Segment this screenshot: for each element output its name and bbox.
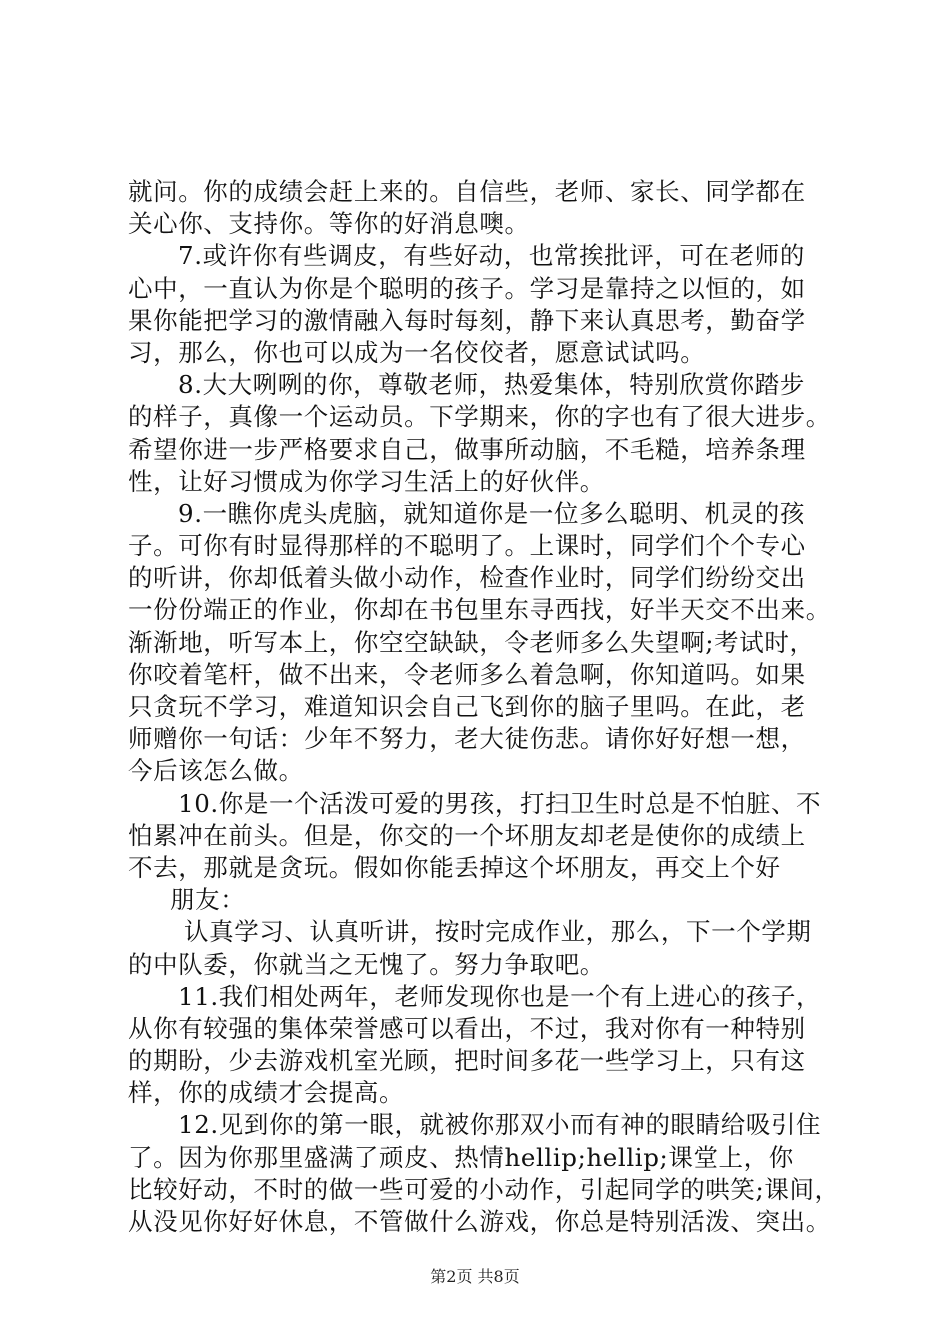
text-line: 了。因为你那里盛满了顽皮、热情hellip;hellip;课堂上，你 — [128, 1142, 794, 1172]
text-line: 就问。你的成绩会赶上来的。自信些，老师、家长、同学都在 — [128, 177, 806, 206]
text-line: 怕累冲在前头。但是，你交的一个坏朋友却老是使你的成绩上 — [128, 820, 806, 850]
text-line: 你咬着笔杆，做不出来，令老师多么着急啊，你知道吗。如果 — [128, 659, 806, 689]
text-line: 不去，那就是贪玩。假如你能丢掉这个坏朋友，再交上个好 — [128, 852, 781, 882]
text-line: 认真学习、认真听讲，按时完成作业，那么，下一个学期 — [184, 917, 812, 947]
text-line: 子。可你有时显得那样的不聪明了。上课时，同学们个个专心 — [128, 531, 806, 561]
text-line: 心中，一直认为你是个聪明的孩子。学习是靠持之以恒的，如 — [128, 273, 806, 303]
text-line: 9.一瞧你虎头虎脑，就知道你是一位多么聪明、机灵的孩 — [178, 498, 805, 528]
text-line: 性，让好习惯成为你学习生活上的好伙伴。 — [128, 466, 605, 496]
text-line: 从你有较强的集体荣誉感可以看出，不过，我对你有一种特别 — [128, 1013, 806, 1043]
text-line: 朋友： — [170, 885, 246, 915]
text-line: 关心你、支持你。等你的好消息噢。 — [128, 209, 530, 239]
text-line: 只贪玩不学习，难道知识会自己飞到你的脑子里吗。在此，老 — [128, 692, 806, 721]
text-line: 8.大大咧咧的你，尊敬老师，热爱集体，特别欣赏你踏步 — [178, 370, 805, 400]
text-line: 师赠你一句话：少年不努力，老大徒伤悲。请你好好想一想， — [128, 724, 806, 754]
text-line: 一份份端正的作业，你却在书包里东寻西找，好半天交不出来。 — [128, 595, 831, 625]
text-line: 比较好动，不时的做一些可爱的小动作，引起同学的哄笑;课间， — [128, 1174, 840, 1204]
text-line: 果你能把学习的激情融入每时每刻，静下来认真思考，勤奋学 — [128, 305, 806, 335]
text-line: 渐渐地，听写本上，你空空缺缺，令老师多么失望啊;考试时， — [128, 627, 815, 657]
text-line: 11.我们相处两年，老师发现你也是一个有上进心的孩子， — [178, 981, 822, 1011]
text-line: 12.见到你的第一眼，就被你那双小而有神的眼睛给吸引住 — [178, 1110, 822, 1140]
page-footer — [0, 1267, 950, 1287]
text-line: 希望你进一步严格要求自己，做事所动脑，不毛糙，培养条理 — [128, 434, 806, 464]
text-line: 今后该怎么做。 — [128, 756, 304, 786]
text-line: 的期盼，少去游戏机室光顾，把时间多花一些学习上，只有这 — [128, 1046, 806, 1076]
text-line: 样，你的成绩才会提高。 — [128, 1078, 405, 1108]
text-line: 从没见你好好休息，不管做什么游戏，你总是特别活泼、突出。 — [128, 1207, 831, 1236]
page-number-label: 第2页 共8页 — [430, 1267, 520, 1286]
text-line: 的样子，真像一个运动员。下学期来，你的字也有了很大进步。 — [128, 402, 831, 432]
text-line: 的听讲，你却低着头做小动作，检查作业时，同学们纷纷交出 — [128, 563, 806, 593]
text-line: 10.你是一个活泼可爱的男孩，打扫卫生时总是不怕脏、不 — [178, 788, 822, 818]
text-line: 7.或许你有些调皮，有些好动，也常挨批评，可在老师的 — [178, 241, 805, 271]
document-body — [128, 176, 840, 1238]
text-line: 的中队委，你就当之无愧了。努力争取吧。 — [128, 949, 605, 979]
text-line: 习，那么，你也可以成为一名佼佼者，愿意试试吗。 — [128, 337, 706, 367]
